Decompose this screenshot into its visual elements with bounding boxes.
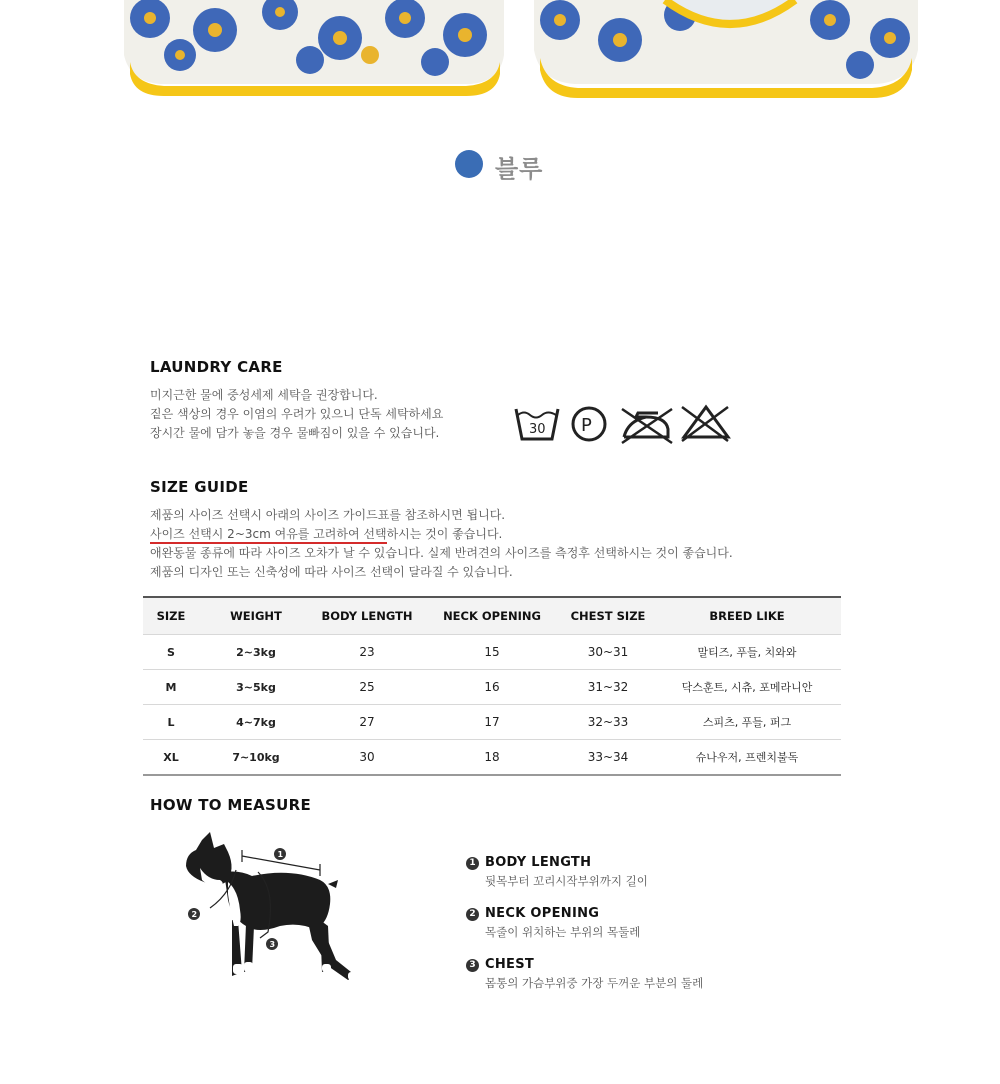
table-row	[143, 705, 841, 740]
size-table-header	[143, 597, 841, 635]
cell-neck-opening: 15	[421, 635, 563, 670]
number-badge: 3	[466, 959, 479, 972]
laundry-care-icons	[512, 403, 732, 449]
cell-breed-like: 말티즈, 푸들, 치와와	[653, 635, 841, 670]
size-guide-title: SIZE GUIDE	[150, 478, 249, 496]
measure-desc: 뒷목부터 꼬리시작부위까지 길이	[485, 874, 648, 888]
laundry-line: 짙은 색상의 경우 이염의 우려가 있으니 단독 세탁하세요	[150, 407, 444, 421]
measure-title: NECK OPENING	[485, 906, 600, 921]
cell-weight: 3~5kg	[199, 670, 313, 705]
size-guide-line-rest: 하시는 것이 좋습니다.	[386, 527, 503, 541]
cell-breed-like: 닥스훈트, 시츄, 포메라니안	[653, 670, 841, 705]
header-chest-size: CHEST SIZE	[563, 597, 653, 635]
no-bleach-icon	[682, 407, 728, 441]
measure-item-neck-opening	[466, 902, 640, 940]
svg-text:2: 2	[191, 910, 198, 919]
size-guide-line	[150, 525, 502, 542]
wash-30-icon	[516, 409, 558, 439]
number-badge: 2	[466, 908, 479, 921]
cell-neck-opening: 16	[421, 670, 563, 705]
size-guide-line: 애완동물 종류에 따라 사이즈 오차가 날 수 있습니다. 실제 반려견의 사이즈를 측정후 선택하시는 것이 좋습니다.	[150, 546, 733, 560]
svg-text:30: 30	[529, 422, 546, 437]
cell-chest-size: 30~31	[563, 635, 653, 670]
cell-body-length: 23	[313, 635, 421, 670]
header-weight: WEIGHT	[199, 597, 313, 635]
measure-item-body-length	[466, 851, 648, 889]
cell-breed-like: 슈나우저, 프렌치불독	[653, 740, 841, 776]
color-swatch-blue	[455, 150, 483, 178]
cell-size: M	[143, 670, 199, 705]
size-table	[143, 596, 841, 776]
cell-chest-size: 31~32	[563, 670, 653, 705]
how-to-measure-title: HOW TO MEASURE	[150, 796, 312, 814]
table-row	[143, 635, 841, 670]
cell-size: S	[143, 635, 199, 670]
size-guide-highlight: 사이즈 선택시 2~3cm 여유를 고려하여 선택	[150, 527, 387, 544]
color-option-name: 블루	[495, 155, 544, 183]
svg-text:3: 3	[269, 940, 276, 949]
laundry-care-title: LAUNDRY CARE	[150, 358, 283, 376]
cell-chest-size: 33~34	[563, 740, 653, 776]
measure-title: BODY LENGTH	[485, 855, 592, 870]
size-guide-line: 제품의 디자인 또는 신축성에 따라 사이즈 선택이 달라질 수 있습니다.	[150, 565, 513, 579]
header-body-length: BODY LENGTH	[313, 597, 421, 635]
measure-item-chest	[466, 953, 703, 991]
laundry-line: 장시간 물에 담가 놓을 경우 물빠짐이 있을 수 있습니다.	[150, 426, 440, 440]
table-row	[143, 670, 841, 705]
header-size: SIZE	[143, 597, 199, 635]
table-row	[143, 740, 841, 776]
cell-neck-opening: 17	[421, 705, 563, 740]
cell-size: XL	[143, 740, 199, 776]
size-guide-line: 제품의 사이즈 선택시 아래의 사이즈 가이드표를 참조하시면 됩니다.	[150, 508, 506, 522]
cell-chest-size: 32~33	[563, 705, 653, 740]
number-badge: 1	[466, 857, 479, 870]
measure-desc: 몸통의 가슴부위중 가장 두꺼운 부분의 둘레	[485, 976, 704, 990]
laundry-line: 미지근한 물에 중성세제 세탁을 권장합니다.	[150, 388, 378, 402]
cell-body-length: 25	[313, 670, 421, 705]
cell-body-length: 27	[313, 705, 421, 740]
svg-text:P: P	[581, 415, 592, 436]
measure-desc: 목줄이 위치하는 부위의 목둘레	[485, 925, 641, 939]
dog-measure-illustration	[180, 830, 370, 994]
cell-neck-opening: 18	[421, 740, 563, 776]
cell-weight: 4~7kg	[199, 705, 313, 740]
header-breed-like: BREED LIKE	[653, 597, 841, 635]
cell-weight: 2~3kg	[199, 635, 313, 670]
cell-weight: 7~10kg	[199, 740, 313, 776]
no-iron-icon	[622, 409, 672, 443]
cell-size: L	[143, 705, 199, 740]
cell-breed-like: 스피츠, 푸들, 퍼그	[653, 705, 841, 740]
measure-title: CHEST	[485, 957, 535, 972]
product-photo-right	[530, 0, 922, 105]
header-neck-opening: NECK OPENING	[421, 597, 563, 635]
product-photo-left	[120, 0, 508, 105]
dry-clean-p-icon	[573, 408, 605, 440]
cell-body-length: 30	[313, 740, 421, 776]
svg-text:1: 1	[277, 850, 284, 859]
